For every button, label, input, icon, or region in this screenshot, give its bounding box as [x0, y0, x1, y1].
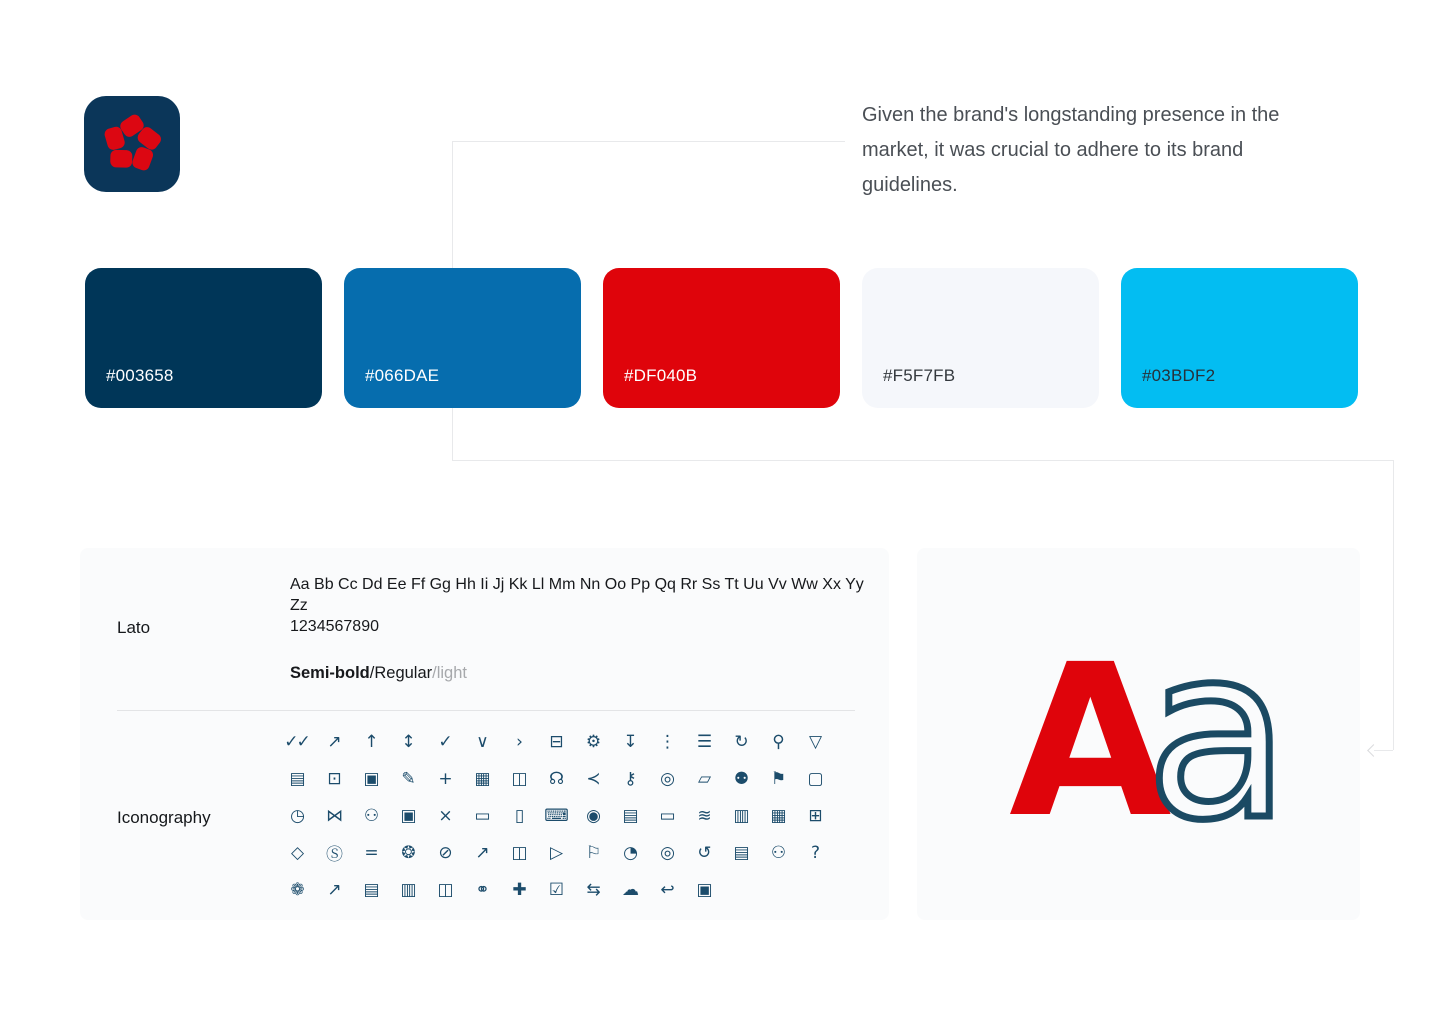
wifi-off-icon: ⊘	[438, 842, 451, 863]
users-pair-icon: ⚭	[475, 879, 488, 900]
plus-icon: +	[438, 768, 451, 789]
settings-gear-icon: ⚙	[585, 731, 600, 752]
play-circle-icon: ◎	[660, 842, 673, 863]
aa-specimen	[917, 548, 1360, 920]
download-icon: ↧	[623, 731, 636, 752]
refresh-circle-icon: ↺	[697, 842, 710, 863]
arrow-up-icon: ↑	[364, 731, 377, 752]
copy-pages-icon: ⊞	[808, 805, 821, 826]
care-hands-icon: ❁	[290, 879, 303, 900]
double-check-icon: ✓✓	[284, 731, 309, 752]
pause-circle-icon: ◉	[586, 805, 599, 826]
audio-wave-icon: ≋	[697, 805, 710, 826]
column-chart-icon: ▥	[733, 805, 748, 826]
csv-file-icon: ▱	[697, 768, 710, 789]
pinwheel-logo-icon	[97, 109, 167, 179]
laptop-icon: ⌨	[544, 805, 567, 826]
equals-icon: =	[364, 842, 377, 863]
refresh-icon: ↻	[734, 731, 747, 752]
arrow-up-right-small-icon: ↗	[475, 842, 488, 863]
weight-light-label: /light	[432, 664, 467, 682]
chevron-down-icon: ∨	[476, 731, 487, 752]
iconography-label: Iconography	[117, 808, 211, 827]
swatch-hex-label: #DF040B	[624, 366, 698, 385]
weight-semibold-label: Semi-bold	[290, 664, 370, 682]
typography-card	[80, 548, 889, 920]
help-circle-icon: ?	[810, 842, 819, 863]
divider	[117, 710, 855, 711]
layout-columns-icon: ◫	[511, 768, 526, 789]
calendar-icon: ▦	[770, 805, 785, 826]
message-note-icon: ▭	[659, 805, 674, 826]
checklist-icon: ☑	[548, 879, 563, 900]
icon-row	[278, 760, 833, 797]
clipboard-icon: ▣	[363, 768, 378, 789]
chevron-right-icon: ›	[516, 731, 521, 752]
specimen-uppercase-a: A	[1009, 619, 1172, 864]
weight-regular-label: /Regular	[369, 664, 433, 682]
filter-funnel-icon: ▽	[808, 731, 821, 752]
font-name-label: Lato	[117, 618, 151, 637]
file-blank-icon: ▢	[807, 768, 822, 789]
connector-line-middle	[452, 460, 1393, 461]
workflow-nodes-icon: ⋈	[326, 805, 341, 826]
globe-gear-icon: ❂	[401, 842, 414, 863]
icon-row	[278, 834, 833, 871]
alert-square-icon: ⊡	[327, 768, 340, 789]
swatch-hex-label: #F5F7FB	[883, 366, 956, 385]
dollar-circle-icon: Ⓢ	[326, 845, 341, 865]
id-card-icon: ▤	[733, 842, 748, 863]
intro-text: Given the brand's longstanding presence in the market, it was crucial to adhere to its brand guidelines.	[862, 104, 1280, 196]
color-swatch-03bdf2	[1121, 268, 1358, 408]
numerals-line: 1234567890	[290, 618, 379, 635]
package-box-icon: ◇	[290, 842, 303, 863]
color-swatch-f5f7fb	[862, 268, 1099, 408]
key-icon: ⚷	[624, 768, 635, 789]
alphabet-line: Aa Bb Cc Dd Ee Ff Gg Hh Ii Jj Kk Ll Mm Nn Oo Pp Qq Rr Ss Tt Uu Vv Ww Xx Yy Zz	[290, 576, 864, 614]
credit-card-icon: ▭	[474, 805, 489, 826]
timer-icon: ◔	[623, 842, 636, 863]
route-steps-icon: ⇆	[586, 879, 599, 900]
chart-panel-icon: ▤	[289, 768, 304, 789]
icon-grid	[278, 723, 833, 908]
icon-row	[278, 797, 833, 834]
check-icon: ✓	[438, 731, 451, 752]
flag-icon: ⚑	[770, 768, 785, 789]
close-x-icon: ×	[438, 805, 451, 826]
connector-line-top	[452, 141, 845, 142]
redo-arrow-icon: ↩	[660, 879, 673, 900]
external-link-icon: ↗	[327, 879, 340, 900]
flag-small-icon: ⚐	[585, 842, 600, 863]
clock-icon: ◷	[290, 805, 303, 826]
icon-row	[278, 871, 833, 908]
play-icon: ▷	[549, 842, 562, 863]
receipt-list-icon: ▦	[474, 768, 489, 789]
mobile-phone-icon: ▯	[514, 805, 523, 826]
type-specimen-card	[917, 548, 1360, 920]
arrows-vertical-icon: ↕	[401, 731, 414, 752]
map-fold-icon: ◫	[437, 879, 452, 900]
first-aid-kit-icon: ✚	[512, 879, 525, 900]
building-icon: ▥	[400, 879, 415, 900]
color-swatch-066dae	[344, 268, 581, 408]
connector-line-vertical-right	[1393, 460, 1394, 750]
map-book-icon: ◫	[511, 842, 526, 863]
kebab-menu-icon: ⋮	[659, 731, 674, 752]
file-alert-icon: ▣	[400, 805, 415, 826]
clipboard-list-icon: ▤	[622, 805, 637, 826]
specimen-lowercase-a: a	[1145, 596, 1291, 873]
share-nodes-icon: ≺	[586, 768, 599, 789]
swatch-hex-label: #03BDF2	[1142, 366, 1216, 385]
color-swatch-df040b	[603, 268, 840, 408]
list-menu-icon: ☰	[696, 731, 711, 752]
cloud-upload-icon: ☁	[622, 879, 637, 900]
user-location-icon: ⚇	[770, 842, 785, 863]
save-disk-icon: ▣	[696, 879, 711, 900]
icon-row	[278, 723, 833, 760]
broadcast-signal-icon: ◎	[660, 768, 673, 789]
color-swatch-003658	[85, 268, 322, 408]
note-edit-icon: ✎	[401, 768, 414, 789]
arrow-up-right-icon: ↗	[327, 731, 340, 752]
search-icon: ⚲	[772, 731, 783, 752]
user-icon: ⚇	[363, 805, 378, 826]
scanner-printer-icon: ▤	[363, 879, 378, 900]
swatch-hex-label: #003658	[106, 366, 174, 385]
user-voice-icon: ☊	[548, 768, 563, 789]
arrow-left-icon	[1367, 744, 1380, 757]
font-weights-label	[290, 664, 467, 683]
brand-logo-tile	[84, 96, 180, 192]
font-specimen-block	[290, 574, 870, 637]
swatch-hex-label: #066DAE	[365, 366, 440, 385]
trash-icon: ⊟	[549, 731, 562, 752]
robot-user-icon: ⚉	[733, 768, 748, 789]
